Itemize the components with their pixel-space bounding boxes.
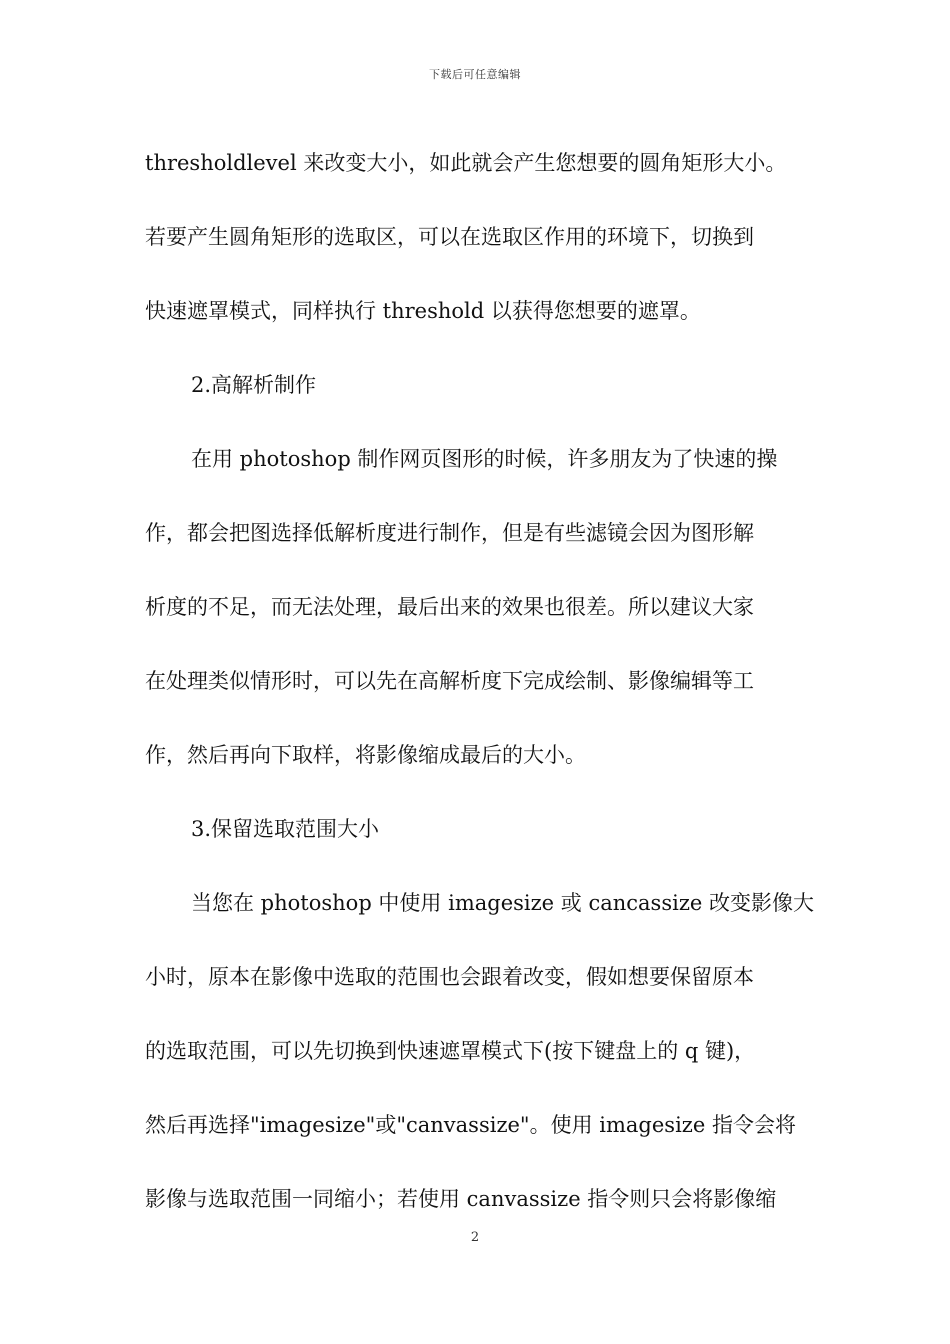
document-body [145,126,825,1236]
paragraph-line: 然后再选择"imagesize"或"canvassize"。使用 imagesize 指令会将 [145,1113,796,1137]
page-number: 2 [470,1230,480,1245]
paragraph-line: 当您在 photoshop 中使用 imagesize 或 cancassize 改变影像大 [191,891,814,915]
section-heading: 3.保留选取范围大小 [191,817,380,841]
section-heading: 2.高解析制作 [191,373,317,397]
page-header: 下载后可任意编辑 [429,68,521,81]
paragraph-line: 在用 photoshop 制作网页图形的时候，许多朋友为了快速的操 [191,447,778,471]
paragraph-line: 影像与选取范围一同缩小；若使用 canvassize 指令则只会将影像缩 [145,1187,777,1211]
paragraph-line: 的选取范围，可以先切换到快速遮罩模式下(按下键盘上的 q 键)， [145,1039,756,1063]
paragraph-line: 若要产生圆角矩形的选取区，可以在选取区作用的环境下，切换到 [145,225,754,249]
paragraph-line: 快速遮罩模式，同样执行 threshold 以获得您想要的遮罩。 [145,299,701,323]
paragraph-line: 析度的不足，而无法处理，最后出来的效果也很差。所以建议大家 [145,595,754,619]
paragraph-line: 在处理类似情形时，可以先在高解析度下完成绘制、影像编辑等工 [145,669,754,693]
paragraph-line: 作，都会把图选择低解析度进行制作，但是有些滤镜会因为图形解 [145,521,754,545]
paragraph-line: 小时，原本在影像中选取的范围也会跟着改变，假如想要保留原本 [145,965,754,989]
paragraph-line: 作，然后再向下取样，将影像缩成最后的大小。 [145,743,586,767]
paragraph-line: thresholdlevel 来改变大小，如此就会产生您想要的圆角矩形大小。 [145,151,787,175]
